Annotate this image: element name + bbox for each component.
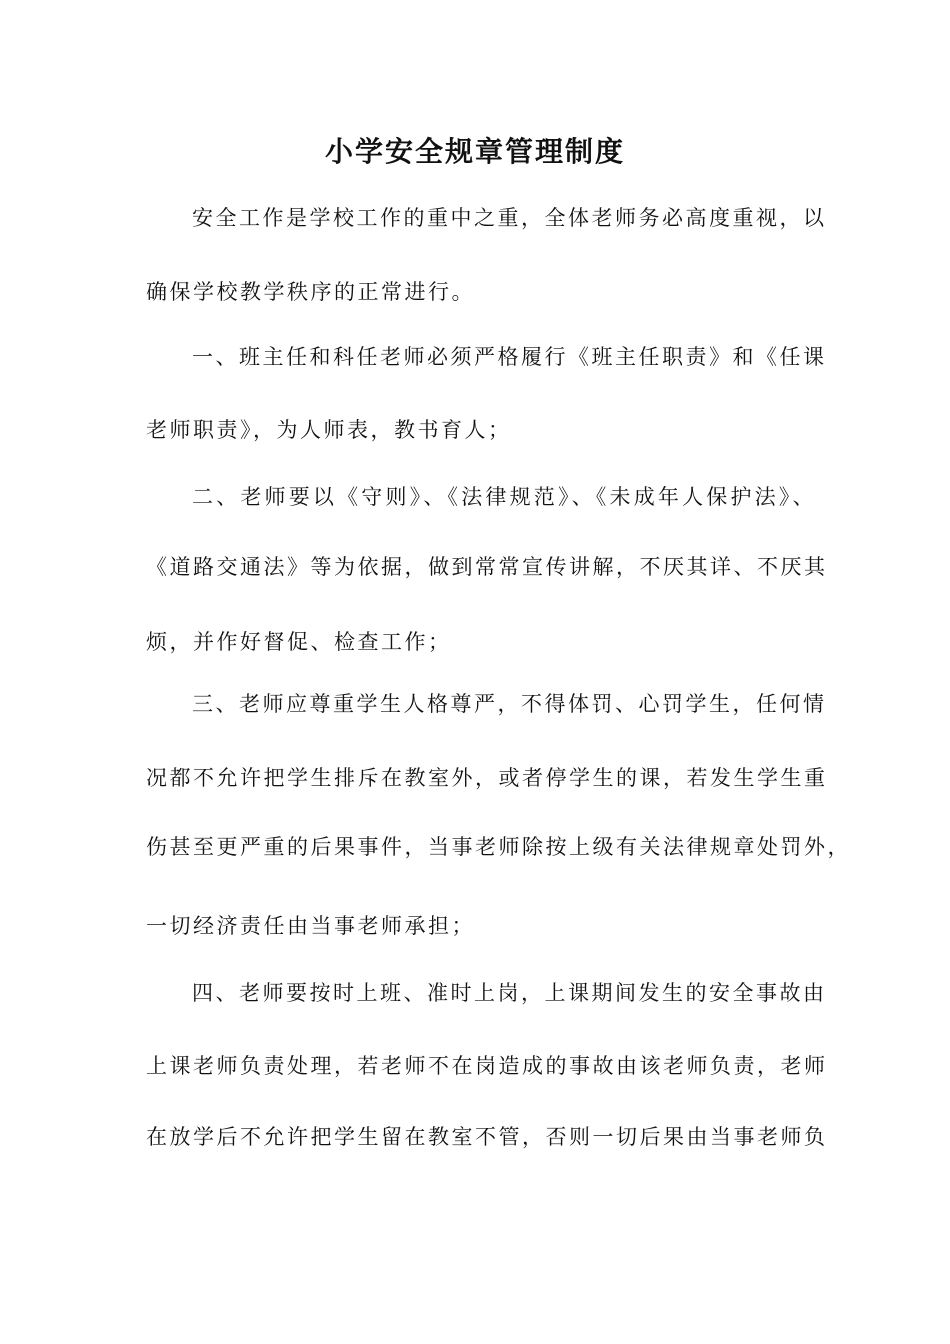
paragraph-3-line-2: 《道路交通法》等为依据，做到常常宣传讲解，不厌其详、不厌其 <box>146 555 828 579</box>
paragraph-3-line-3: 烦，并作好督促、检查工作； <box>146 630 452 654</box>
paragraph-4-line-4: 一切经济责任由当事老师承担； <box>146 914 475 938</box>
paragraph-2-line-2: 老师职责》，为人师表，教书育人； <box>146 418 512 442</box>
paragraph-5-line-2: 上课老师负责处理，若老师不在岗造成的事故由该老师负责，老师 <box>146 1054 828 1078</box>
paragraph-5-line-1: 四、老师要按时上班、准时上岗，上课期间发生的安全事故由 <box>192 981 827 1005</box>
paragraph-3-line-1: 二、老师要以《守则》、《法律规范》、《未成年人保护法》、 <box>192 485 816 509</box>
paragraph-5-line-3: 在放学后不允许把学生留在教室不管，否则一切后果由当事老师负 <box>146 1125 828 1149</box>
document-title: 小学安全规章管理制度 <box>324 135 625 168</box>
paragraph-1-line-1: 安全工作是学校工作的重中之重，全体老师务必高度重视，以 <box>192 206 827 230</box>
paragraph-1-line-2: 确保学校教学秩序的正常进行。 <box>146 280 475 304</box>
paragraph-4-line-2: 况都不允许把学生排斥在教室外，或者停学生的课，若发生学生重 <box>146 766 828 790</box>
paragraph-4-line-1: 三、老师应尊重学生人格尊严，不得体罚、心罚学生，任何情 <box>192 692 827 716</box>
paragraph-2-line-1: 一、班主任和科任老师必须严格履行《班主任职责》和《任课 <box>192 345 827 369</box>
paragraph-4-line-3: 伤甚至更严重的后果事件，当事老师除按上级有关法律规章处罚外， <box>146 835 851 859</box>
